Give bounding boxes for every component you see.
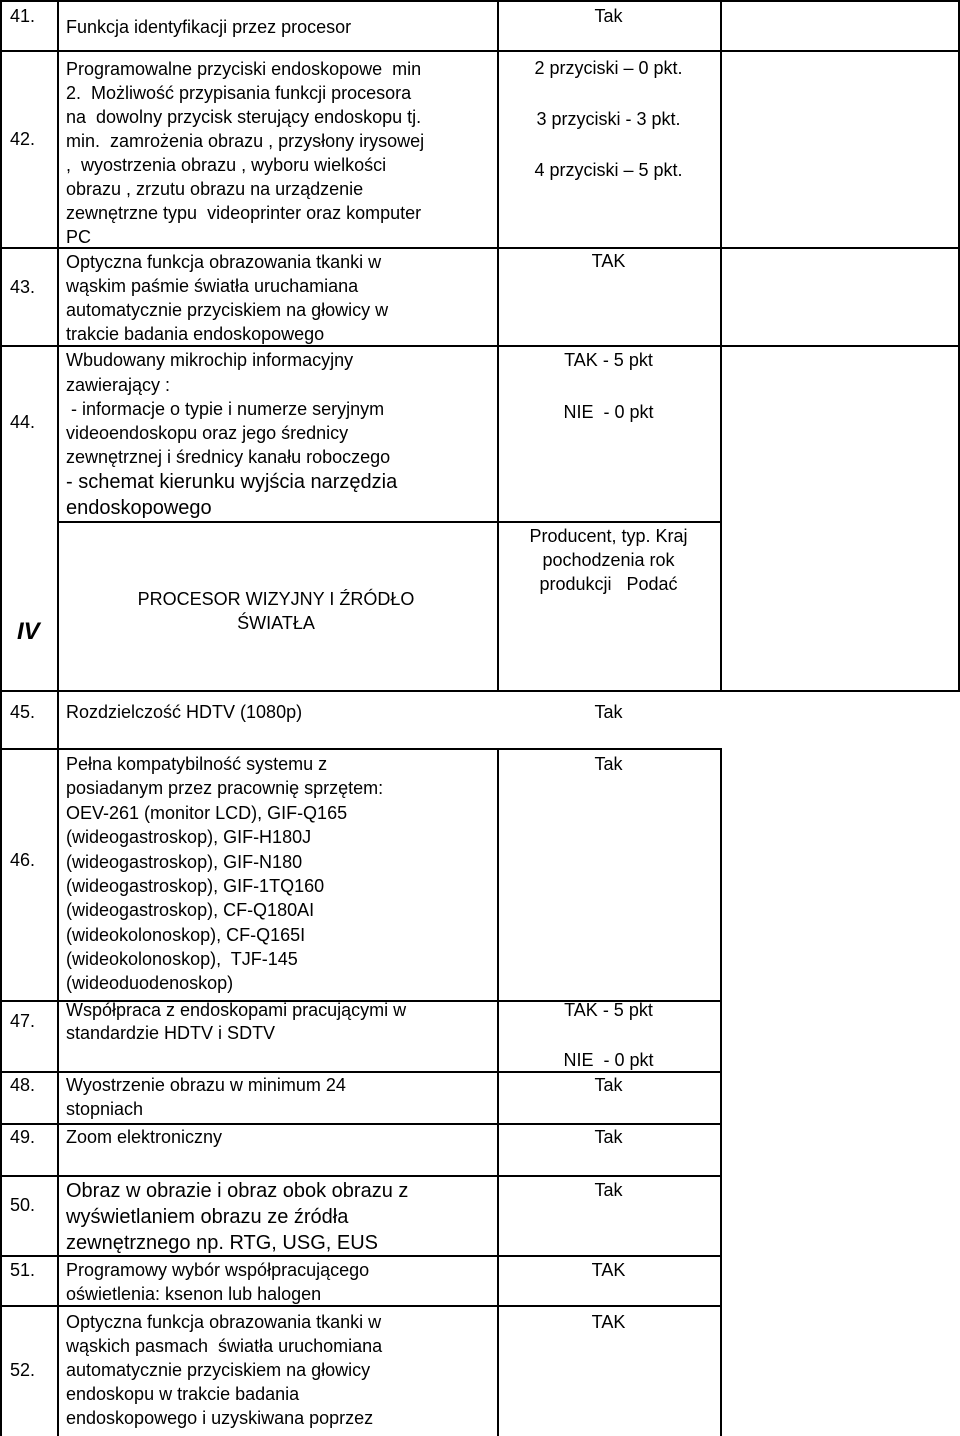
- row-description-line: Programowy wybór współpracującego: [66, 1260, 370, 1280]
- row-description-line: videoendoskopu oraz jego średnicy: [66, 423, 349, 443]
- row-description: Zoom elektroniczny: [66, 1127, 223, 1147]
- row-value: TAK: [591, 251, 626, 271]
- grid-line: [57, 521, 720, 523]
- row-number: 46.: [10, 850, 36, 870]
- row-number: 51.: [10, 1260, 36, 1280]
- grid-line: [57, 0, 59, 1436]
- row-description-line: zewnętrznej i średnicy kanału roboczego: [66, 447, 391, 467]
- row-description-line: endoskopowego i uzyskiwana poprzez: [66, 1408, 374, 1428]
- grid-line: [720, 748, 722, 1436]
- row-description-line: OEV-261 (monitor LCD), GIF-Q165: [66, 803, 348, 823]
- grid-line: [0, 50, 960, 52]
- row-description-line: - schemat kierunku wyjścia narzędzia: [66, 471, 398, 493]
- row-value: Tak: [594, 1180, 623, 1200]
- row-description-line: endoskopu w trakcie badania: [66, 1384, 300, 1404]
- row-description-line: obrazu , zrzutu obrazu na urządzenie: [66, 179, 364, 199]
- row-value-line: 4 przyciski – 5 pkt.: [534, 160, 683, 180]
- row-value-line: NIE - 0 pkt: [563, 1050, 654, 1070]
- row-description-line: Wbudowany mikrochip informacyjny: [66, 350, 354, 370]
- row-description-line: posiadanym przez pracownię sprzętem:: [66, 778, 384, 798]
- section-value-line: Producent, typ. Kraj: [529, 526, 688, 546]
- row-number: 43.: [10, 277, 36, 297]
- row-value: Tak: [594, 1127, 623, 1147]
- row-description: Funkcja identyfikacji przez procesor: [66, 17, 352, 37]
- row-description-line: trakcie badania endoskopowego: [66, 324, 325, 344]
- grid-line: [0, 247, 960, 249]
- row-description-line: , wyostrzenia obrazu , wyboru wielkości: [66, 155, 387, 175]
- row-description-line: min. zamrożenia obrazu , przysłony irysowej: [66, 131, 425, 151]
- row-value: Tak: [594, 6, 623, 26]
- row-description-line: wąskim paśmie światła uruchamiana: [66, 276, 359, 296]
- row-number: 50.: [10, 1195, 36, 1215]
- row-description-line: (wideogastroskop), GIF-H180J: [66, 827, 312, 847]
- row-value: TAK: [591, 1260, 626, 1280]
- row-description-line: Optyczna funkcja obrazowania tkanki w: [66, 1312, 382, 1332]
- row-number: 47.: [10, 1011, 36, 1031]
- row-description-line: wyświetlaniem obrazu ze źródła: [66, 1206, 349, 1228]
- row-value: Tak: [594, 1075, 623, 1095]
- row-description: Rozdzielczość HDTV (1080p): [66, 702, 303, 722]
- section-roman-numeral: IV: [17, 618, 40, 645]
- row-description-line: (wideokolonoskop), CF-Q165I: [66, 925, 306, 945]
- grid-line: [0, 1175, 720, 1177]
- row-value-line: TAK - 5 pkt: [564, 1000, 653, 1020]
- row-description-line: endoskopowego: [66, 497, 212, 519]
- row-description-line: (wideokolonoskop), TJF-145: [66, 949, 298, 969]
- row-description-line: oświetlenia: ksenon lub halogen: [66, 1284, 322, 1304]
- row-description-line: zawierający :: [66, 375, 171, 395]
- row-description-line: (wideogastroskop), GIF-1TQ160: [66, 876, 325, 896]
- grid-line: [0, 748, 720, 750]
- row-value-line: 3 przyciski - 3 pkt.: [536, 109, 681, 129]
- section-title-line: PROCESOR WIZYJNY I ŹRÓDŁO: [137, 589, 415, 609]
- row-description-line: stopniach: [66, 1099, 144, 1119]
- row-number: 48.: [10, 1075, 36, 1095]
- row-description-line: automatycznie przyciskiem na głowicy w: [66, 300, 389, 320]
- grid-line: [0, 690, 960, 692]
- row-description-line: (wideogastroskop), GIF-N180: [66, 852, 303, 872]
- row-description-line: standardzie HDTV i SDTV: [66, 1023, 276, 1043]
- row-description-line: (wideoduodenoskop): [66, 973, 234, 993]
- row-description-line: na dowolny przycisk sterujący endoskopu tj.: [66, 107, 422, 127]
- row-number: 41.: [10, 6, 36, 26]
- row-description-line: (wideogastroskop), CF-Q180AI: [66, 900, 315, 920]
- row-value-line: TAK - 5 pkt: [564, 350, 653, 370]
- row-description-line: PC: [66, 227, 92, 247]
- row-number: 52.: [10, 1360, 36, 1380]
- row-number: 49.: [10, 1127, 36, 1147]
- grid-line: [0, 0, 960, 2]
- row-description-line: Pełna kompatybilność systemu z: [66, 754, 328, 774]
- row-description-line: zewnętrzne typu videoprinter oraz komputer: [66, 203, 422, 223]
- row-description-line: Optyczna funkcja obrazowania tkanki w: [66, 252, 382, 272]
- row-description-line: Współpraca z endoskopami pracującymi w: [66, 1000, 407, 1020]
- row-number: 42.: [10, 129, 36, 149]
- row-description-line: Obraz w obrazie i obraz obok obrazu z: [66, 1180, 409, 1202]
- row-number: 45.: [10, 702, 36, 722]
- row-value: TAK: [591, 1312, 626, 1332]
- row-number: 44.: [10, 412, 36, 432]
- row-value-line: 2 przyciski – 0 pkt.: [534, 58, 683, 78]
- row-description-line: Programowalne przyciski endoskopowe min: [66, 59, 422, 79]
- section-value-line: pochodzenia rok: [542, 550, 675, 570]
- row-description-line: - informacje o typie i numerze seryjnym: [66, 399, 385, 419]
- section-value-line: produkcji Podać: [539, 574, 678, 594]
- row-value-line: NIE - 0 pkt: [563, 402, 654, 422]
- grid-line: [0, 0, 2, 1436]
- section-title-line: ŚWIATŁA: [237, 613, 315, 633]
- row-value: Tak: [594, 754, 623, 774]
- row-description-line: 2. Możliwość przypisania funkcji procesora: [66, 83, 412, 103]
- row-description-line: zewnętrznego np. RTG, USG, EUS: [66, 1232, 378, 1254]
- row-description-line: Wyostrzenie obrazu w minimum 24: [66, 1075, 346, 1095]
- row-description-line: wąskich pasmach światła uruchomiana: [66, 1336, 383, 1356]
- row-description-line: automatycznie przyciskiem na głowicy: [66, 1360, 371, 1380]
- row-value: Tak: [594, 702, 623, 722]
